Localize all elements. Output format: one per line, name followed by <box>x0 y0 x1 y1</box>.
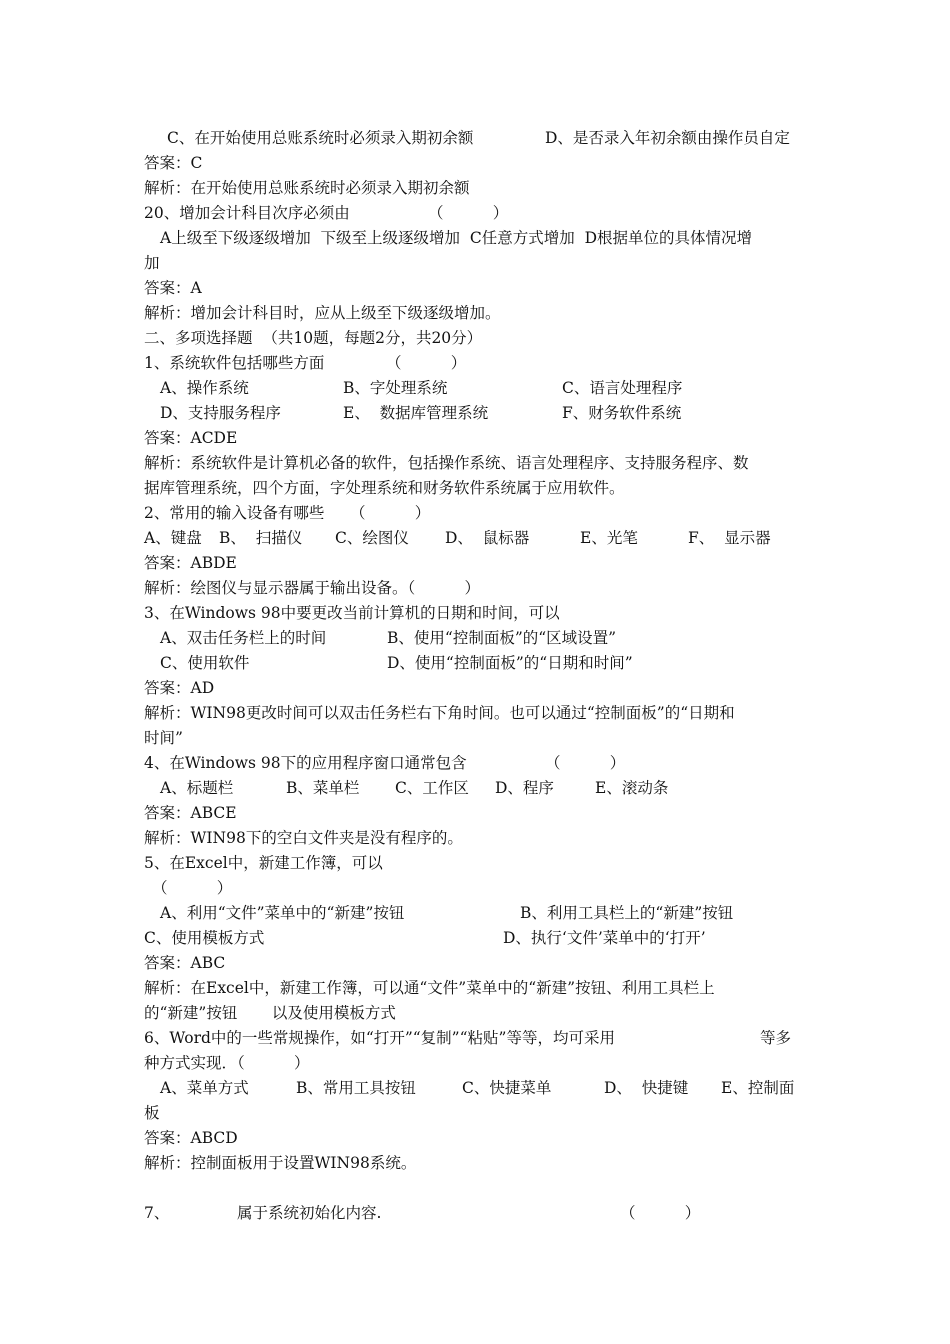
q20-stem: 20、增加会计科目次序必须由 <box>144 204 350 222</box>
m4-option-e: E、滚动条 <box>595 779 669 797</box>
m3-option-c: C、使用软件 <box>160 654 250 672</box>
m4-option-c: C、工作区 <box>395 779 469 797</box>
m6-analysis: 解析：控制面板用于设置WIN98系统。 <box>144 1154 417 1172</box>
m1-option-e: E、 数据库管理系统 <box>343 404 489 422</box>
m2-option-d: D、 鼠标器 <box>445 529 530 547</box>
m3-stem: 3、在Windows 98中要更改当前计算机的日期和时间，可以 <box>144 604 560 622</box>
q20-analysis: 解析：增加会计科目时，应从上级至下级逐级增加。 <box>144 304 501 322</box>
m4-answer: 答案：ABCE <box>144 804 237 822</box>
m5-option-c: C、使用模板方式 <box>144 929 265 947</box>
m1-option-d: D、支持服务程序 <box>160 404 281 422</box>
m6-option-d: D、 快捷键 <box>604 1079 689 1097</box>
m3-option-b: B、使用“控制面板”的“区域设置” <box>387 629 617 647</box>
m2-option-f: F、 显示器 <box>688 529 771 547</box>
m5-analysis-line1: 解析：在Excel中，新建工作簿，可以通“文件”菜单中的“新建”按钮、利用工具栏上 <box>144 979 715 997</box>
q20-options-line1: A上级至下级逐级增加 下级至上级逐级增加 C任意方式增加 D根据单位的具体情况增 <box>160 229 753 247</box>
m5-option-b: B、利用工具栏上的“新建”按钮 <box>520 904 734 922</box>
m3-analysis-line1: 解析：WIN98更改时间可以双击任务栏右下角时间。也可以通过“控制面板”的“日期和 <box>144 704 735 722</box>
q19-option-c: C、在开始使用总账系统时必须录入期初余额 <box>167 129 474 147</box>
m5-analysis-line2: 的“新建”按钮 以及使用模板方式 <box>144 1004 396 1022</box>
m6-option-b: B、常用工具按钮 <box>296 1079 416 1097</box>
m1-option-c: C、语言处理程序 <box>562 379 683 397</box>
m7-stem: 属于系统初始化内容. <box>237 1204 382 1222</box>
m2-paren: （ ） <box>350 504 431 522</box>
m2-option-c: C、绘图仪 <box>335 529 409 547</box>
m5-answer: 答案：ABC <box>144 954 226 972</box>
m2-option-a: A、键盘 <box>144 529 202 547</box>
m1-answer: 答案：ACDE <box>144 429 238 447</box>
m7-paren: （ ） <box>620 1204 701 1222</box>
m1-option-a: A、操作系统 <box>160 379 249 397</box>
m2-stem: 2、常用的输入设备有哪些 <box>144 504 325 522</box>
m7-number: 7、 <box>144 1204 170 1222</box>
m6-answer: 答案：ABCD <box>144 1129 238 1147</box>
m6-option-a: A、菜单方式 <box>160 1079 249 1097</box>
q19-analysis: 解析：在开始使用总账系统时必须录入期初余额 <box>144 179 470 197</box>
m4-stem: 4、在Windows 98下的应用程序窗口通常包含 <box>144 754 467 772</box>
m5-stem: 5、在Excel中，新建工作簿，可以 <box>144 854 383 872</box>
m2-option-e: E、光笔 <box>580 529 638 547</box>
m3-option-d: D、使用“控制面板”的“日期和时间” <box>387 654 633 672</box>
q19-answer: 答案：C <box>144 154 203 172</box>
m1-analysis-line1: 解析：系统软件是计算机必备的软件，包括操作系统、语言处理程序、支持服务程序、数 <box>144 454 749 472</box>
m4-option-b: B、菜单栏 <box>286 779 360 797</box>
m3-option-a: A、双击任务栏上的时间 <box>160 629 327 647</box>
m6-stem-blank-tail: 等多 <box>760 1029 792 1047</box>
m1-stem: 1、系统软件包括哪些方面 <box>144 354 325 372</box>
m6-stem-line2: 种方式实现．（ ） <box>144 1054 310 1072</box>
m2-answer: 答案：ABDE <box>144 554 237 572</box>
m4-paren: （ ） <box>545 754 626 772</box>
m2-analysis: 解析：绘图仪与显示器属于输出设备。（ ） <box>144 579 481 597</box>
m4-option-d: D、程序 <box>495 779 554 797</box>
m1-option-f: F、财务软件系统 <box>562 404 682 422</box>
m4-option-a: A、标题栏 <box>160 779 234 797</box>
m4-analysis: 解析：WIN98下的空白文件夹是没有程序的。 <box>144 829 463 847</box>
m1-analysis-line2: 据库管理系统，四个方面，字处理系统和财务软件系统属于应用软件。 <box>144 479 625 497</box>
m5-option-a: A、利用“文件”菜单中的“新建”按钮 <box>160 904 405 922</box>
m1-option-b: B、字处理系统 <box>343 379 448 397</box>
m6-option-e: E、控制面 <box>721 1079 795 1097</box>
m5-paren: （ ） <box>152 879 233 897</box>
m6-option-c: C、快捷菜单 <box>462 1079 552 1097</box>
m6-option-e-tail: 板 <box>144 1104 160 1122</box>
m5-option-d: D、执行‘文件’菜单中的‘打开’ <box>503 929 706 947</box>
m2-option-b: B、 扫描仪 <box>219 529 303 547</box>
m3-answer: 答案：AD <box>144 679 215 697</box>
section-title: 二、多项选择题 （共10题，每题2分，共20分） <box>144 329 483 347</box>
q20-options-line2: 加 <box>144 254 160 272</box>
q20-answer: 答案：A <box>144 279 202 297</box>
q20-paren: （ ） <box>428 204 509 222</box>
m1-paren: （ ） <box>386 354 467 372</box>
m6-stem-line1: 6、Word中的一些常规操作，如“打开”“复制”“粘贴”等等，均可采用 <box>144 1029 615 1047</box>
m3-analysis-line2: 时间” <box>144 729 183 747</box>
q19-option-d: D、是否录入年初余额由操作员自定 <box>545 129 790 147</box>
